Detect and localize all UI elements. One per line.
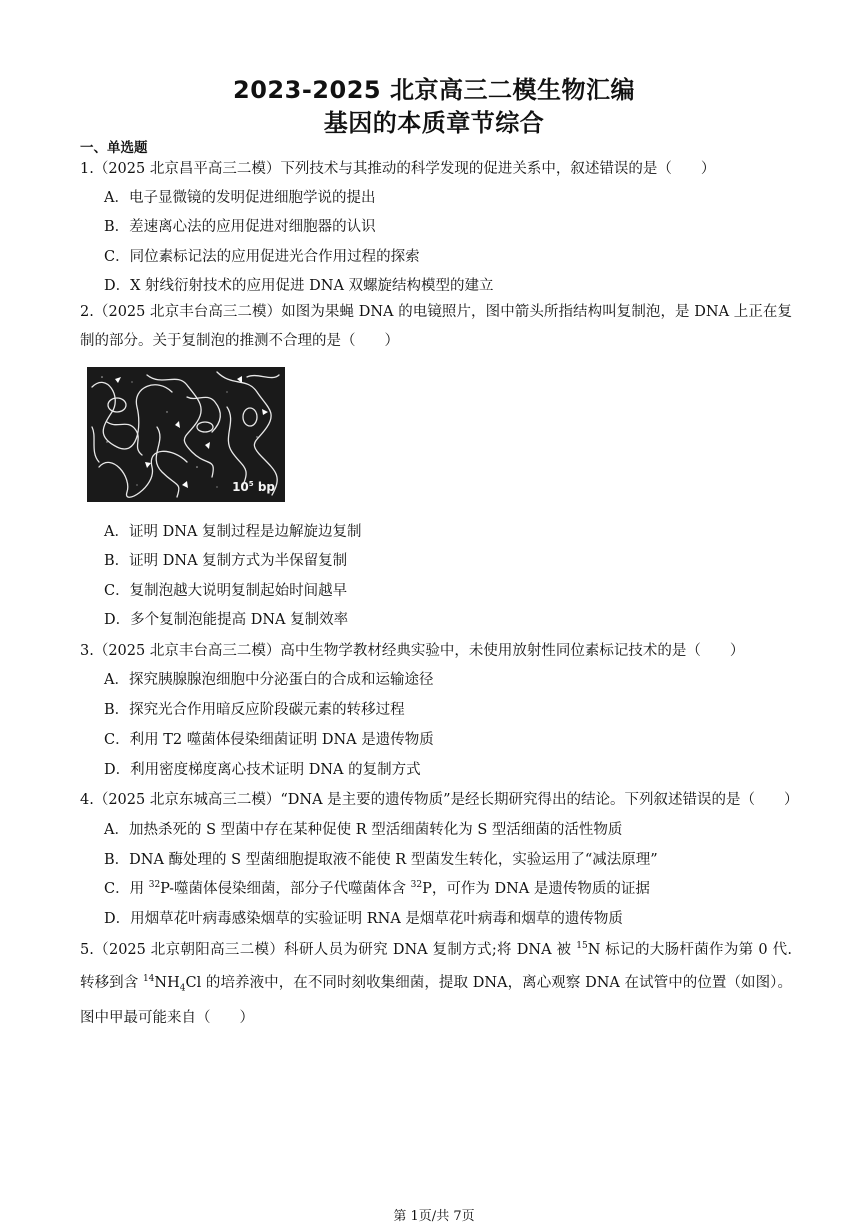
question-1-stem: 1.（2025 北京昌平高三二模）下列技术与其推动的科学发现的促进关系中，叙述错误的是（ ） — [80, 161, 716, 177]
question-2-option-b: B．证明 DNA 复制方式为半保留复制 — [104, 553, 348, 569]
question-4-option-b: B．DNA 酶处理的 S 型菌细胞提取液不能使 R 型菌发生转化，实验运用了“减法原理” — [104, 852, 658, 868]
question-4-option-c: C．用 $^{32}$P-噬菌体侵染细菌，部分子代噬菌体含 $^{32}$P，可作为 DNA 是遗传物质的证据 — [104, 880, 650, 897]
question-2-stem: 2.（2025 北京丰台高三二模）如图为果蝇 DNA 的电镜照片，图中箭头所指结构叫复制泡，是 DNA 上正在复制的部分。关于复制泡的推测不合理的是（ ） — [80, 304, 792, 349]
question-3-option-b: B．探究光合作用暗反应阶段碳元素的转移过程 — [104, 702, 405, 718]
section-heading: 一、单选题 — [80, 140, 148, 156]
question-5-stem: 5.（2025 北京朝阳高三二模）科研人员为研究 DNA 复制方式;将 DNA 被 $^{15}$N 标记的大肠杆菌作为第 0 代.转移到含 $^{14}NH_4Cl$ 的培养液中，在不同时刻收集细菌，提取 DNA，离心观察 DNA 在试管中的位置（如图）。图中甲最可能来自（ ） — [80, 941, 793, 1026]
page-subtitle: 基因的本质章节综合 — [323, 109, 545, 137]
question-1-option-c: C．同位素标记法的应用促进光合作用过程的探索 — [104, 249, 420, 265]
question-4-stem: 4.（2025 北京东城高三二模）“DNA 是主要的遗传物质”是经长期研究得出的结论。下列叙述错误的是（ ） — [80, 792, 799, 808]
question-3-option-d: D．利用密度梯度离心技术证明 DNA 的复制方式 — [104, 762, 421, 778]
question-4-option-d: D．用烟草花叶病毒感染烟草的实验证明 RNA 是烟草花叶病毒和烟草的遗传物质 — [104, 911, 623, 927]
question-1-option-b: B．差速离心法的应用促进对细胞器的认识 — [104, 219, 376, 235]
question-2-option-a: A．证明 DNA 复制过程是边解旋边复制 — [104, 524, 362, 540]
question-1-option-a: A．电子显微镜的发明促进细胞学说的提出 — [104, 190, 376, 206]
question-1-option-d: D．X 射线衍射技术的应用促进 DNA 双螺旋结构模型的建立 — [104, 278, 494, 294]
micrograph-speckle — [101, 376, 258, 487]
page-title: 2023-2025 北京高三二模生物汇编 — [233, 76, 635, 104]
page-footer: 第 1页/共 7页 — [393, 1209, 475, 1224]
question-2-option-d: D．多个复制泡能提高 DNA 复制效率 — [104, 612, 349, 628]
question-2-option-c: C．复制泡越大说明复制起始时间越早 — [104, 583, 348, 599]
scale-label: $10^5$ bp — [232, 480, 275, 494]
question-3-option-a: A．探究胰腺腺泡细胞中分泌蛋白的合成和运输途径 — [104, 672, 434, 688]
question-3-stem: 3.（2025 北京丰台高三二模）高中生物学教材经典实验中，未使用放射性同位素标记技术的是（ ） — [80, 643, 745, 659]
question-4-option-a: A．加热杀死的 S 型菌中存在某种促使 R 型活细菌转化为 S 型活细菌的活性物质 — [104, 822, 623, 838]
question-3-option-c: C．利用 T2 噬菌体侵染细菌证明 DNA 是遗传物质 — [104, 732, 434, 748]
dna-electron-micrograph — [87, 367, 285, 502]
